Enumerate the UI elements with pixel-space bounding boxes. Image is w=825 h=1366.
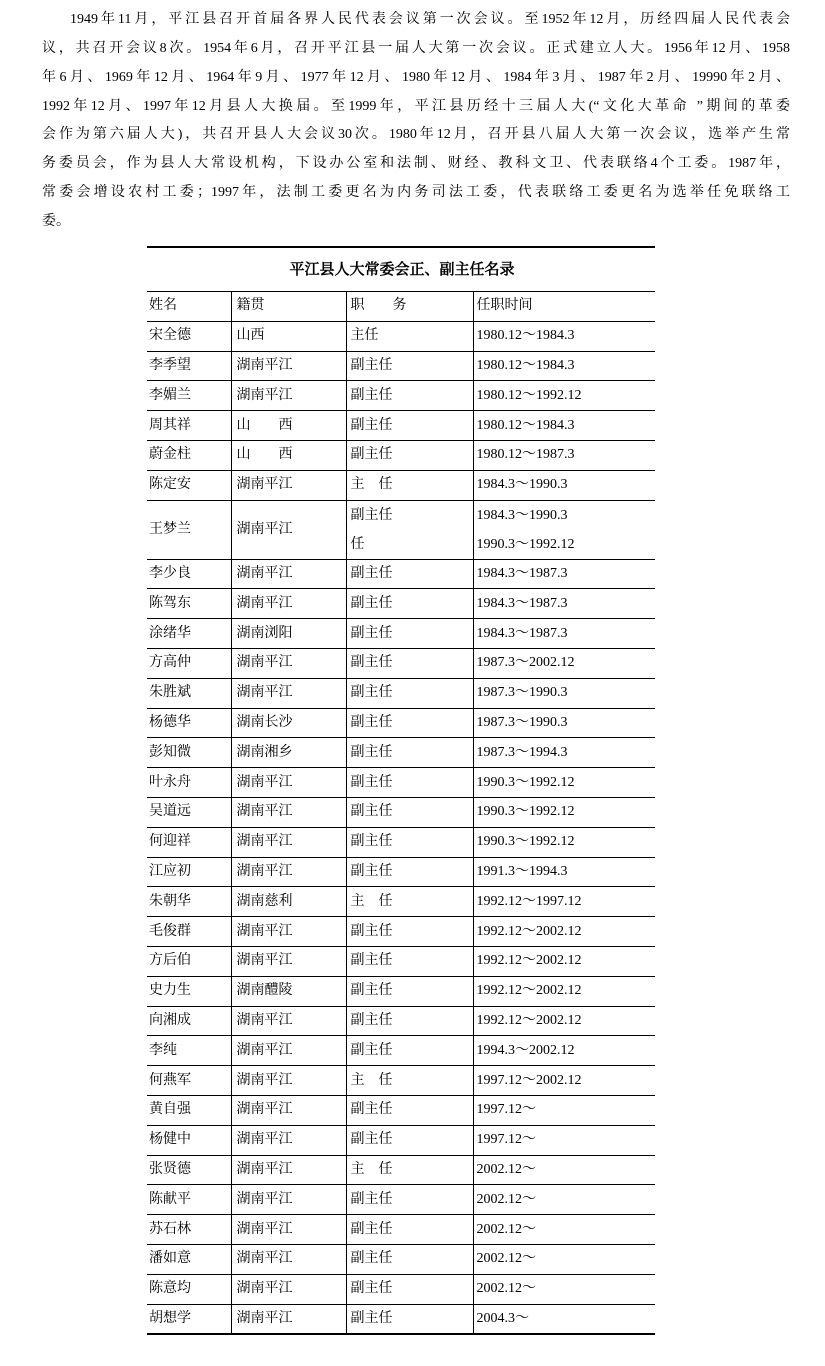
cell-term: 1990.3～1992.12 (473, 827, 655, 857)
cell-origin: 湖南平江 (231, 678, 346, 708)
cell-position: 主 任 (346, 1066, 473, 1096)
cell-name: 涂绪华 (147, 619, 231, 649)
cell-origin: 湖南平江 (231, 1125, 346, 1155)
cell-origin: 湖南平江 (231, 1036, 346, 1066)
cell-position: 副主任 (346, 381, 473, 411)
cell-term: 1992.12～2002.12 (473, 1006, 655, 1036)
cell-term: 1984.3～1987.3 (473, 559, 655, 589)
cell-origin: 湖南平江 (231, 500, 346, 559)
table-row (147, 589, 655, 619)
cell-origin: 湖南平江 (231, 351, 346, 381)
paragraph-line: 议，共召开会议8次。1954年6月，召开平江县一届人大第一次会议。正式建立人大。1956年12月、1958 (42, 40, 790, 56)
cell-origin: 湖南平江 (231, 857, 346, 887)
cell-position: 副主任 (346, 797, 473, 827)
cell-position: 副主任 (346, 946, 473, 976)
cell-position-line: 任 (350, 536, 365, 552)
cell-origin: 湖南平江 (231, 768, 346, 798)
cell-name: 陈献平 (147, 1185, 231, 1215)
paragraph-line: 常委会增设农村工委；1997年，法制工委更名为内务司法工委，代表联络工委更名为选举任免联络工 (42, 185, 790, 201)
cell-origin: 湖南平江 (231, 1066, 346, 1096)
table-row (147, 411, 655, 441)
cell-name: 彭知微 (147, 738, 231, 768)
cell-term: 2002.12～ (473, 1244, 655, 1274)
table-row (147, 768, 655, 798)
cell-term: 1992.12～2002.12 (473, 976, 655, 1006)
paragraph-line: 1992年12月、1997年12月县人大换届。至1999年，平江县历经十三届人大(“文化大革命 ”期间的革委 (42, 98, 790, 114)
cell-name: 潘如意 (147, 1244, 231, 1274)
header-origin: 籍贯 (231, 292, 346, 322)
cell-position: 副主任 (346, 1215, 473, 1245)
cell-term: 1997.12～ (473, 1095, 655, 1125)
cell-term: 1991.3～1994.3 (473, 857, 655, 887)
table-row (147, 827, 655, 857)
table-row (147, 797, 655, 827)
table-row (147, 1125, 655, 1155)
cell-name: 毛俊群 (147, 917, 231, 947)
cell-position: 副主任 (346, 351, 473, 381)
cell-name: 宋全德 (147, 321, 231, 351)
cell-name: 朱胜斌 (147, 678, 231, 708)
cell-term: 1984.3～1990.3 (473, 470, 655, 500)
cell-term: 1980.12～1984.3 (473, 411, 655, 441)
table-row (147, 1036, 655, 1066)
cell-name: 黄自强 (147, 1095, 231, 1125)
paragraph-line: 会作为第六届人大)，共召开县人大会议30次。1980年12月，召开县八届人大第一次会议，选举产生常 (42, 127, 790, 143)
cell-position: 副主任 (346, 648, 473, 678)
cell-name: 方高仲 (147, 648, 231, 678)
table-row (147, 1185, 655, 1215)
cell-name: 陈驾东 (147, 589, 231, 619)
cell-name: 江应初 (147, 857, 231, 887)
cell-term: 1987.3～1990.3 (473, 678, 655, 708)
cell-position: 副主任 (346, 1185, 473, 1215)
article-paragraph (42, 6, 790, 237)
cell-term: 1980.12～1992.12 (473, 381, 655, 411)
cell-position: 副主任 (346, 1125, 473, 1155)
cell-position (346, 500, 473, 559)
cell-term: 1997.12～ (473, 1125, 655, 1155)
cell-origin: 山 西 (231, 411, 346, 441)
cell-origin: 湖南平江 (231, 470, 346, 500)
cell-term: 2002.12～ (473, 1274, 655, 1304)
cell-name: 胡想学 (147, 1304, 231, 1334)
cell-position: 主 任 (346, 1155, 473, 1185)
cell-name: 史力生 (147, 976, 231, 1006)
paragraph-line: 1949年11月，平江县召开首届各界人民代表会议第一次会议。至1952年12月，历经四届人民代表会 (70, 12, 790, 27)
cell-term: 1987.3～1990.3 (473, 708, 655, 738)
table-row (147, 917, 655, 947)
cell-name: 朱朝华 (147, 887, 231, 917)
table-row (147, 381, 655, 411)
cell-term: 1987.3～2002.12 (473, 648, 655, 678)
header-term: 任职时间 (473, 292, 655, 322)
cell-position: 副主任 (346, 619, 473, 649)
roster-table (147, 246, 655, 1335)
table-body (147, 321, 655, 1334)
cell-origin: 湖南平江 (231, 1185, 346, 1215)
cell-position: 副主任 (346, 1244, 473, 1274)
cell-term: 1990.3～1992.12 (473, 768, 655, 798)
cell-position: 副主任 (346, 1036, 473, 1066)
cell-name: 李纯 (147, 1036, 231, 1066)
cell-term: 1984.3～1987.3 (473, 589, 655, 619)
cell-origin: 湖南平江 (231, 648, 346, 678)
cell-name: 陈意均 (147, 1274, 231, 1304)
cell-term: 1992.12～2002.12 (473, 917, 655, 947)
cell-origin: 湖南平江 (231, 559, 346, 589)
header-name: 姓名 (147, 292, 231, 322)
table-row (147, 857, 655, 887)
cell-name: 何迎祥 (147, 827, 231, 857)
cell-name: 杨健中 (147, 1125, 231, 1155)
cell-position: 副主任 (346, 440, 473, 470)
cell-term: 1992.12～1997.12 (473, 887, 655, 917)
cell-name: 李媚兰 (147, 381, 231, 411)
cell-origin: 湖南平江 (231, 1006, 346, 1036)
cell-term: 2002.12～ (473, 1155, 655, 1185)
cell-origin: 湖南平江 (231, 589, 346, 619)
cell-position: 副主任 (346, 1304, 473, 1334)
cell-origin: 湖南平江 (231, 797, 346, 827)
cell-name: 方后伯 (147, 946, 231, 976)
cell-name: 蔚金柱 (147, 440, 231, 470)
cell-position-line: 副主任 (350, 507, 393, 523)
cell-term (473, 500, 655, 559)
table-row (147, 887, 655, 917)
table-row (147, 678, 655, 708)
cell-term: 1987.3～1994.3 (473, 738, 655, 768)
cell-origin: 湖南平江 (231, 1304, 346, 1334)
cell-position: 副主任 (346, 1006, 473, 1036)
cell-position: 副主任 (346, 411, 473, 441)
cell-position: 副主任 (346, 708, 473, 738)
cell-name: 周其祥 (147, 411, 231, 441)
cell-name: 何燕军 (147, 1066, 231, 1096)
cell-term: 1997.12～2002.12 (473, 1066, 655, 1096)
cell-position: 副主任 (346, 1274, 473, 1304)
table-row (147, 500, 655, 559)
table-header-row (147, 292, 655, 322)
cell-term: 1992.12～2002.12 (473, 946, 655, 976)
cell-position: 副主任 (346, 857, 473, 887)
cell-name: 吴道远 (147, 797, 231, 827)
table-row (147, 708, 655, 738)
cell-origin: 山 西 (231, 440, 346, 470)
cell-term: 1980.12～1984.3 (473, 351, 655, 381)
cell-term: 1980.12～1984.3 (473, 321, 655, 351)
table-row (147, 1244, 655, 1274)
cell-origin: 湖南平江 (231, 946, 346, 976)
cell-term: 1990.3～1992.12 (473, 797, 655, 827)
cell-position: 主 任 (346, 887, 473, 917)
cell-position: 副主任 (346, 589, 473, 619)
table-row (147, 1215, 655, 1245)
table-row (147, 1274, 655, 1304)
cell-origin: 湖南浏阳 (231, 619, 346, 649)
cell-term: 2002.12～ (473, 1185, 655, 1215)
cell-name: 叶永舟 (147, 768, 231, 798)
cell-name: 向湘成 (147, 1006, 231, 1036)
table-title: 平江县人大常委会正、副主任名录 (147, 247, 655, 292)
table-row (147, 648, 655, 678)
table-row (147, 559, 655, 589)
table-row (147, 1095, 655, 1125)
cell-name: 王梦兰 (147, 500, 231, 559)
table-row (147, 1304, 655, 1334)
cell-name: 陈定安 (147, 470, 231, 500)
cell-origin: 湖南平江 (231, 1155, 346, 1185)
cell-term: 1994.3～2002.12 (473, 1036, 655, 1066)
paragraph-line: 年6月、1969年12月、1964年9月、1977年12月、1980年12月、1984年3月、1987年2月、19990年2月、 (42, 69, 790, 85)
cell-origin: 湖南平江 (231, 917, 346, 947)
cell-name: 李季望 (147, 351, 231, 381)
cell-origin: 湖南平江 (231, 381, 346, 411)
table-row (147, 976, 655, 1006)
cell-position: 副主任 (346, 738, 473, 768)
cell-term-line: 1984.3～1990.3 (476, 507, 568, 523)
cell-origin: 湖南平江 (231, 1244, 346, 1274)
table-row (147, 738, 655, 768)
cell-name: 李少良 (147, 559, 231, 589)
cell-position: 副主任 (346, 827, 473, 857)
table-row (147, 470, 655, 500)
cell-position: 主 任 (346, 470, 473, 500)
cell-name: 杨德华 (147, 708, 231, 738)
table-row (147, 946, 655, 976)
cell-origin: 湖南平江 (231, 1095, 346, 1125)
table-row (147, 1006, 655, 1036)
table-row (147, 619, 655, 649)
paragraph-line: 委。 (42, 214, 70, 230)
cell-term-line: 1990.3～1992.12 (476, 536, 575, 552)
table-row (147, 1066, 655, 1096)
table-title-row (147, 247, 655, 292)
table-row (147, 321, 655, 351)
cell-origin: 湖南湘乡 (231, 738, 346, 768)
cell-origin: 湖南慈利 (231, 887, 346, 917)
cell-origin: 湖南平江 (231, 1274, 346, 1304)
cell-position: 副主任 (346, 917, 473, 947)
header-position: 职 务 (346, 292, 473, 322)
cell-term: 2004.3～ (473, 1304, 655, 1334)
cell-position: 主任 (346, 321, 473, 351)
cell-term: 1980.12～1987.3 (473, 440, 655, 470)
cell-origin: 湖南醴陵 (231, 976, 346, 1006)
cell-term: 1984.3～1987.3 (473, 619, 655, 649)
paragraph-line: 务委员会，作为县人大常设机构，下设办公室和法制、财经、教科文卫、代表联络4个工委。1987年， (42, 156, 790, 172)
cell-position: 副主任 (346, 1095, 473, 1125)
cell-position: 副主任 (346, 768, 473, 798)
cell-position: 副主任 (346, 678, 473, 708)
cell-origin: 湖南长沙 (231, 708, 346, 738)
cell-origin: 湖南平江 (231, 1215, 346, 1245)
cell-name: 张贤德 (147, 1155, 231, 1185)
table-row (147, 351, 655, 381)
cell-position: 副主任 (346, 976, 473, 1006)
cell-origin: 湖南平江 (231, 827, 346, 857)
table-row (147, 440, 655, 470)
cell-name: 苏石林 (147, 1215, 231, 1245)
table-row (147, 1155, 655, 1185)
cell-position: 副主任 (346, 559, 473, 589)
cell-term: 2002.12～ (473, 1215, 655, 1245)
cell-origin: 山西 (231, 321, 346, 351)
